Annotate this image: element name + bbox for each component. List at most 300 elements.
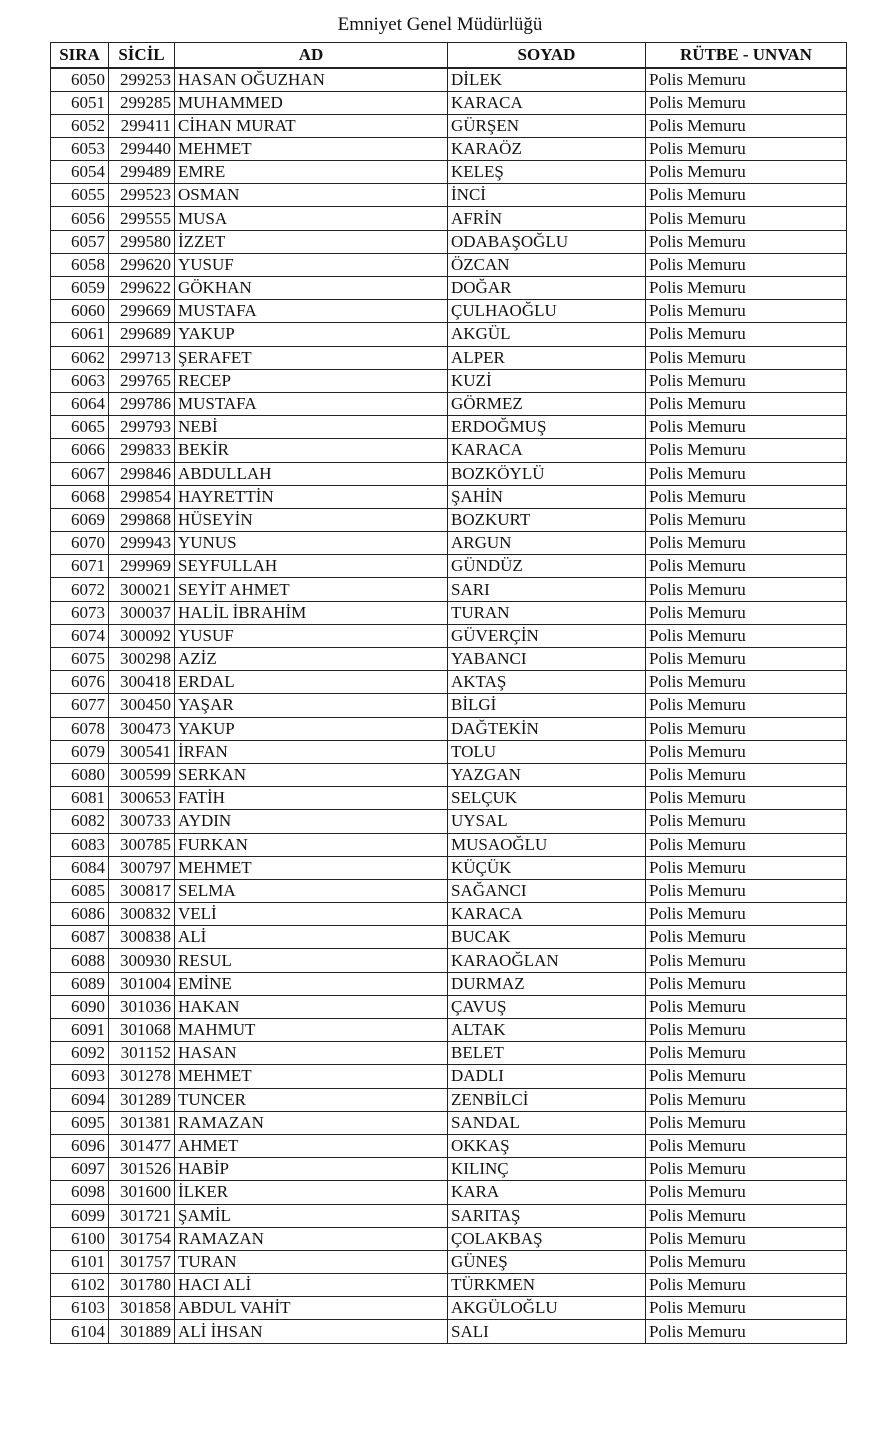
table-row (51, 763, 847, 786)
cell-sicil: 301004 (109, 972, 175, 995)
cell-sicil: 300832 (109, 903, 175, 926)
cell-sira: 6092 (51, 1042, 109, 1065)
cell-soyad: TOLU (448, 740, 646, 763)
cell-rutbe-unvan: Polis Memuru (646, 207, 847, 230)
cell-rutbe-unvan: Polis Memuru (646, 949, 847, 972)
cell-rutbe-unvan: Polis Memuru (646, 1181, 847, 1204)
table-row (51, 1088, 847, 1111)
cell-ad: HABİP (175, 1158, 448, 1181)
cell-sira: 6069 (51, 508, 109, 531)
cell-rutbe-unvan: Polis Memuru (646, 1111, 847, 1134)
table-body (51, 68, 847, 1344)
cell-rutbe-unvan: Polis Memuru (646, 68, 847, 92)
table-row (51, 717, 847, 740)
cell-soyad: SAĞANCI (448, 879, 646, 902)
cell-ad: ALİ (175, 926, 448, 949)
cell-sicil: 301754 (109, 1227, 175, 1250)
cell-soyad: DOĞAR (448, 277, 646, 300)
table-row (51, 1158, 847, 1181)
cell-sicil: 299868 (109, 508, 175, 531)
cell-ad: EMİNE (175, 972, 448, 995)
cell-rutbe-unvan: Polis Memuru (646, 763, 847, 786)
table-row (51, 972, 847, 995)
cell-sicil: 301526 (109, 1158, 175, 1181)
cell-sicil: 300418 (109, 671, 175, 694)
cell-rutbe-unvan: Polis Memuru (646, 462, 847, 485)
cell-ad: İZZET (175, 230, 448, 253)
table-row (51, 555, 847, 578)
cell-soyad: ŞAHİN (448, 485, 646, 508)
cell-ad: HAYRETTİN (175, 485, 448, 508)
cell-rutbe-unvan: Polis Memuru (646, 253, 847, 276)
cell-sira: 6101 (51, 1250, 109, 1273)
cell-soyad: SANDAL (448, 1111, 646, 1134)
cell-sira: 6070 (51, 532, 109, 555)
cell-ad: AHMET (175, 1134, 448, 1157)
cell-sira: 6089 (51, 972, 109, 995)
cell-sira: 6099 (51, 1204, 109, 1227)
cell-soyad: DAĞTEKİN (448, 717, 646, 740)
column-header-sira: SIRA (51, 43, 109, 68)
cell-sira: 6100 (51, 1227, 109, 1250)
table-header-row (51, 43, 847, 68)
cell-ad: ŞERAFET (175, 346, 448, 369)
cell-ad: HAKAN (175, 995, 448, 1018)
cell-rutbe-unvan: Polis Memuru (646, 671, 847, 694)
cell-sira: 6086 (51, 903, 109, 926)
cell-sira: 6076 (51, 671, 109, 694)
cell-ad: OSMAN (175, 184, 448, 207)
cell-sira: 6075 (51, 648, 109, 671)
cell-rutbe-unvan: Polis Memuru (646, 578, 847, 601)
cell-sira: 6104 (51, 1320, 109, 1343)
cell-sicil: 300838 (109, 926, 175, 949)
cell-sira: 6061 (51, 323, 109, 346)
cell-ad: MEHMET (175, 856, 448, 879)
table-row (51, 1134, 847, 1157)
cell-rutbe-unvan: Polis Memuru (646, 416, 847, 439)
cell-ad: GÖKHAN (175, 277, 448, 300)
cell-soyad: BOZKÖYLÜ (448, 462, 646, 485)
cell-soyad: DADLI (448, 1065, 646, 1088)
cell-rutbe-unvan: Polis Memuru (646, 1250, 847, 1273)
table-row (51, 369, 847, 392)
table-row (51, 114, 847, 137)
cell-sicil: 299489 (109, 161, 175, 184)
cell-sicil: 299793 (109, 416, 175, 439)
table-row (51, 323, 847, 346)
cell-sicil: 301152 (109, 1042, 175, 1065)
cell-ad: YAŞAR (175, 694, 448, 717)
cell-soyad: ODABAŞOĞLU (448, 230, 646, 253)
cell-ad: MEHMET (175, 137, 448, 160)
cell-soyad: OKKAŞ (448, 1134, 646, 1157)
cell-sira: 6073 (51, 601, 109, 624)
cell-ad: ALİ İHSAN (175, 1320, 448, 1343)
table-row (51, 68, 847, 92)
cell-soyad: ÖZCAN (448, 253, 646, 276)
cell-ad: İLKER (175, 1181, 448, 1204)
cell-soyad: BİLGİ (448, 694, 646, 717)
cell-ad: RAMAZAN (175, 1227, 448, 1250)
cell-rutbe-unvan: Polis Memuru (646, 717, 847, 740)
cell-ad: SERKAN (175, 763, 448, 786)
table-row (51, 995, 847, 1018)
cell-soyad: BELET (448, 1042, 646, 1065)
cell-rutbe-unvan: Polis Memuru (646, 508, 847, 531)
table-row (51, 416, 847, 439)
cell-sicil: 299580 (109, 230, 175, 253)
table-row (51, 346, 847, 369)
cell-soyad: YAZGAN (448, 763, 646, 786)
cell-sira: 6057 (51, 230, 109, 253)
cell-ad: MUSTAFA (175, 392, 448, 415)
table-row (51, 648, 847, 671)
table-row (51, 1181, 847, 1204)
cell-soyad: ARGUN (448, 532, 646, 555)
table-row (51, 253, 847, 276)
cell-sira: 6054 (51, 161, 109, 184)
cell-soyad: KUZİ (448, 369, 646, 392)
cell-ad: İRFAN (175, 740, 448, 763)
cell-sicil: 300733 (109, 810, 175, 833)
cell-sicil: 301068 (109, 1019, 175, 1042)
cell-soyad: SARI (448, 578, 646, 601)
cell-ad: HÜSEYİN (175, 508, 448, 531)
cell-soyad: ZENBİLCİ (448, 1088, 646, 1111)
cell-sicil: 301381 (109, 1111, 175, 1134)
cell-rutbe-unvan: Polis Memuru (646, 137, 847, 160)
cell-sira: 6066 (51, 439, 109, 462)
cell-sira: 6050 (51, 68, 109, 92)
cell-sira: 6098 (51, 1181, 109, 1204)
cell-ad: YUSUF (175, 624, 448, 647)
cell-ad: YUNUS (175, 532, 448, 555)
cell-sira: 6055 (51, 184, 109, 207)
cell-soyad: GÜNEŞ (448, 1250, 646, 1273)
table-row (51, 578, 847, 601)
cell-soyad: BUCAK (448, 926, 646, 949)
cell-sira: 6096 (51, 1134, 109, 1157)
cell-soyad: KARAÖZ (448, 137, 646, 160)
cell-sira: 6071 (51, 555, 109, 578)
cell-soyad: KARACA (448, 439, 646, 462)
cell-soyad: SELÇUK (448, 787, 646, 810)
cell-sicil: 299253 (109, 68, 175, 92)
table-row (51, 91, 847, 114)
cell-soyad: ÇAVUŞ (448, 995, 646, 1018)
cell-sicil: 300653 (109, 787, 175, 810)
cell-sira: 6102 (51, 1274, 109, 1297)
cell-soyad: KÜÇÜK (448, 856, 646, 879)
cell-rutbe-unvan: Polis Memuru (646, 346, 847, 369)
cell-rutbe-unvan: Polis Memuru (646, 856, 847, 879)
table-row (51, 1250, 847, 1273)
cell-ad: TUNCER (175, 1088, 448, 1111)
cell-soyad: AFRİN (448, 207, 646, 230)
cell-sicil: 299411 (109, 114, 175, 137)
cell-soyad: GÜNDÜZ (448, 555, 646, 578)
cell-rutbe-unvan: Polis Memuru (646, 1158, 847, 1181)
cell-sira: 6084 (51, 856, 109, 879)
cell-sira: 6077 (51, 694, 109, 717)
cell-sicil: 299854 (109, 485, 175, 508)
table-row (51, 1204, 847, 1227)
cell-sicil: 299669 (109, 300, 175, 323)
cell-rutbe-unvan: Polis Memuru (646, 833, 847, 856)
cell-rutbe-unvan: Polis Memuru (646, 439, 847, 462)
cell-soyad: DİLEK (448, 68, 646, 92)
cell-soyad: UYSAL (448, 810, 646, 833)
cell-ad: ABDULLAH (175, 462, 448, 485)
cell-ad: MUHAMMED (175, 91, 448, 114)
cell-sira: 6078 (51, 717, 109, 740)
cell-soyad: TURAN (448, 601, 646, 624)
cell-sira: 6079 (51, 740, 109, 763)
cell-ad: YAKUP (175, 717, 448, 740)
cell-ad: HALİL İBRAHİM (175, 601, 448, 624)
cell-soyad: GÜRŞEN (448, 114, 646, 137)
cell-rutbe-unvan: Polis Memuru (646, 1019, 847, 1042)
table-row (51, 1274, 847, 1297)
cell-rutbe-unvan: Polis Memuru (646, 903, 847, 926)
cell-sicil: 299622 (109, 277, 175, 300)
cell-rutbe-unvan: Polis Memuru (646, 926, 847, 949)
cell-ad: NEBİ (175, 416, 448, 439)
cell-sira: 6081 (51, 787, 109, 810)
cell-rutbe-unvan: Polis Memuru (646, 810, 847, 833)
cell-ad: TURAN (175, 1250, 448, 1273)
cell-rutbe-unvan: Polis Memuru (646, 1042, 847, 1065)
table-row (51, 740, 847, 763)
table-row (51, 1019, 847, 1042)
cell-sicil: 299846 (109, 462, 175, 485)
cell-sira: 6091 (51, 1019, 109, 1042)
table-row (51, 161, 847, 184)
cell-soyad: MUSAOĞLU (448, 833, 646, 856)
cell-sicil: 299620 (109, 253, 175, 276)
cell-ad: ABDUL VAHİT (175, 1297, 448, 1320)
table-row (51, 277, 847, 300)
cell-soyad: ERDOĞMUŞ (448, 416, 646, 439)
personnel-table (50, 42, 847, 1344)
cell-rutbe-unvan: Polis Memuru (646, 114, 847, 137)
cell-ad: ŞAMİL (175, 1204, 448, 1227)
cell-sira: 6103 (51, 1297, 109, 1320)
cell-sira: 6053 (51, 137, 109, 160)
table-row (51, 694, 847, 717)
cell-ad: VELİ (175, 903, 448, 926)
cell-rutbe-unvan: Polis Memuru (646, 624, 847, 647)
cell-soyad: GÖRMEZ (448, 392, 646, 415)
cell-sicil: 299969 (109, 555, 175, 578)
cell-soyad: ÇOLAKBAŞ (448, 1227, 646, 1250)
cell-sicil: 299285 (109, 91, 175, 114)
cell-soyad: AKGÜLOĞLU (448, 1297, 646, 1320)
column-header-soyad: SOYAD (448, 43, 646, 68)
cell-sicil: 299555 (109, 207, 175, 230)
cell-rutbe-unvan: Polis Memuru (646, 1134, 847, 1157)
cell-ad: MUSTAFA (175, 300, 448, 323)
cell-soyad: KARA (448, 1181, 646, 1204)
cell-rutbe-unvan: Polis Memuru (646, 694, 847, 717)
cell-soyad: BOZKURT (448, 508, 646, 531)
cell-rutbe-unvan: Polis Memuru (646, 1088, 847, 1111)
table-row (51, 671, 847, 694)
cell-ad: YAKUP (175, 323, 448, 346)
cell-sicil: 300450 (109, 694, 175, 717)
cell-sicil: 299689 (109, 323, 175, 346)
table-row (51, 439, 847, 462)
cell-sira: 6059 (51, 277, 109, 300)
cell-sicil: 301858 (109, 1297, 175, 1320)
table-row (51, 207, 847, 230)
table-row (51, 1297, 847, 1320)
cell-rutbe-unvan: Polis Memuru (646, 1297, 847, 1320)
cell-sira: 6068 (51, 485, 109, 508)
cell-sira: 6094 (51, 1088, 109, 1111)
cell-ad: HASAN (175, 1042, 448, 1065)
cell-soyad: ÇULHAOĞLU (448, 300, 646, 323)
cell-rutbe-unvan: Polis Memuru (646, 300, 847, 323)
cell-rutbe-unvan: Polis Memuru (646, 1227, 847, 1250)
table-row (51, 1320, 847, 1343)
column-header-rutbe-unvan: RÜTBE - UNVAN (646, 43, 847, 68)
cell-sira: 6080 (51, 763, 109, 786)
table-row (51, 833, 847, 856)
cell-soyad: AKGÜL (448, 323, 646, 346)
cell-rutbe-unvan: Polis Memuru (646, 277, 847, 300)
cell-sira: 6052 (51, 114, 109, 137)
cell-sira: 6085 (51, 879, 109, 902)
cell-rutbe-unvan: Polis Memuru (646, 1065, 847, 1088)
cell-sira: 6087 (51, 926, 109, 949)
cell-sira: 6095 (51, 1111, 109, 1134)
cell-ad: ERDAL (175, 671, 448, 694)
table-row (51, 1042, 847, 1065)
cell-rutbe-unvan: Polis Memuru (646, 532, 847, 555)
cell-sicil: 300298 (109, 648, 175, 671)
page-title: Emniyet Genel Müdürlüğü (337, 14, 543, 35)
cell-ad: MAHMUT (175, 1019, 448, 1042)
table-row (51, 184, 847, 207)
cell-ad: CİHAN MURAT (175, 114, 448, 137)
cell-sicil: 300797 (109, 856, 175, 879)
table-row (51, 1227, 847, 1250)
cell-rutbe-unvan: Polis Memuru (646, 787, 847, 810)
table-row (51, 300, 847, 323)
cell-ad: SEYİT AHMET (175, 578, 448, 601)
cell-ad: HASAN OĞUZHAN (175, 68, 448, 92)
cell-soyad: KILINÇ (448, 1158, 646, 1181)
table-row (51, 624, 847, 647)
cell-rutbe-unvan: Polis Memuru (646, 1204, 847, 1227)
cell-rutbe-unvan: Polis Memuru (646, 1320, 847, 1343)
cell-ad: SEYFULLAH (175, 555, 448, 578)
cell-sicil: 301721 (109, 1204, 175, 1227)
cell-sicil: 299786 (109, 392, 175, 415)
cell-soyad: KARAOĞLAN (448, 949, 646, 972)
cell-sira: 6063 (51, 369, 109, 392)
cell-sira: 6074 (51, 624, 109, 647)
cell-sira: 6072 (51, 578, 109, 601)
cell-sicil: 301780 (109, 1274, 175, 1297)
cell-soyad: KARACA (448, 91, 646, 114)
cell-ad: AZİZ (175, 648, 448, 671)
cell-soyad: KARACA (448, 903, 646, 926)
table-row (51, 856, 847, 879)
cell-ad: FATİH (175, 787, 448, 810)
cell-sira: 6065 (51, 416, 109, 439)
cell-sicil: 299943 (109, 532, 175, 555)
cell-soyad: SALI (448, 1320, 646, 1343)
cell-sira: 6082 (51, 810, 109, 833)
table-row (51, 532, 847, 555)
table-row (51, 1065, 847, 1088)
cell-soyad: ALPER (448, 346, 646, 369)
cell-rutbe-unvan: Polis Memuru (646, 161, 847, 184)
cell-ad: FURKAN (175, 833, 448, 856)
cell-sira: 6056 (51, 207, 109, 230)
cell-soyad: ALTAK (448, 1019, 646, 1042)
cell-sicil: 301889 (109, 1320, 175, 1343)
table-row (51, 392, 847, 415)
cell-sicil: 299440 (109, 137, 175, 160)
cell-sicil: 299833 (109, 439, 175, 462)
cell-soyad: KELEŞ (448, 161, 646, 184)
cell-soyad: YABANCI (448, 648, 646, 671)
cell-ad: MUSA (175, 207, 448, 230)
cell-sicil: 300541 (109, 740, 175, 763)
cell-sira: 6058 (51, 253, 109, 276)
cell-rutbe-unvan: Polis Memuru (646, 392, 847, 415)
cell-rutbe-unvan: Polis Memuru (646, 1274, 847, 1297)
cell-soyad: AKTAŞ (448, 671, 646, 694)
cell-rutbe-unvan: Polis Memuru (646, 555, 847, 578)
table-row (51, 462, 847, 485)
cell-ad: BEKİR (175, 439, 448, 462)
cell-sicil: 300930 (109, 949, 175, 972)
cell-sira: 6064 (51, 392, 109, 415)
table-row (51, 787, 847, 810)
cell-ad: AYDIN (175, 810, 448, 833)
table-row (51, 230, 847, 253)
cell-sicil: 301036 (109, 995, 175, 1018)
table-row (51, 508, 847, 531)
column-header-sicil: SİCİL (109, 43, 175, 68)
table-row (51, 601, 847, 624)
cell-sira: 6088 (51, 949, 109, 972)
cell-sira: 6062 (51, 346, 109, 369)
table-row (51, 879, 847, 902)
cell-rutbe-unvan: Polis Memuru (646, 323, 847, 346)
cell-rutbe-unvan: Polis Memuru (646, 648, 847, 671)
cell-rutbe-unvan: Polis Memuru (646, 972, 847, 995)
cell-ad: EMRE (175, 161, 448, 184)
cell-sicil: 301757 (109, 1250, 175, 1273)
table-row (51, 485, 847, 508)
cell-sicil: 300092 (109, 624, 175, 647)
table-row (51, 949, 847, 972)
table-row (51, 810, 847, 833)
cell-sira: 6093 (51, 1065, 109, 1088)
cell-ad: RAMAZAN (175, 1111, 448, 1134)
cell-soyad: TÜRKMEN (448, 1274, 646, 1297)
cell-sicil: 300021 (109, 578, 175, 601)
cell-ad: HACI ALİ (175, 1274, 448, 1297)
cell-sicil: 301600 (109, 1181, 175, 1204)
cell-sicil: 300599 (109, 763, 175, 786)
